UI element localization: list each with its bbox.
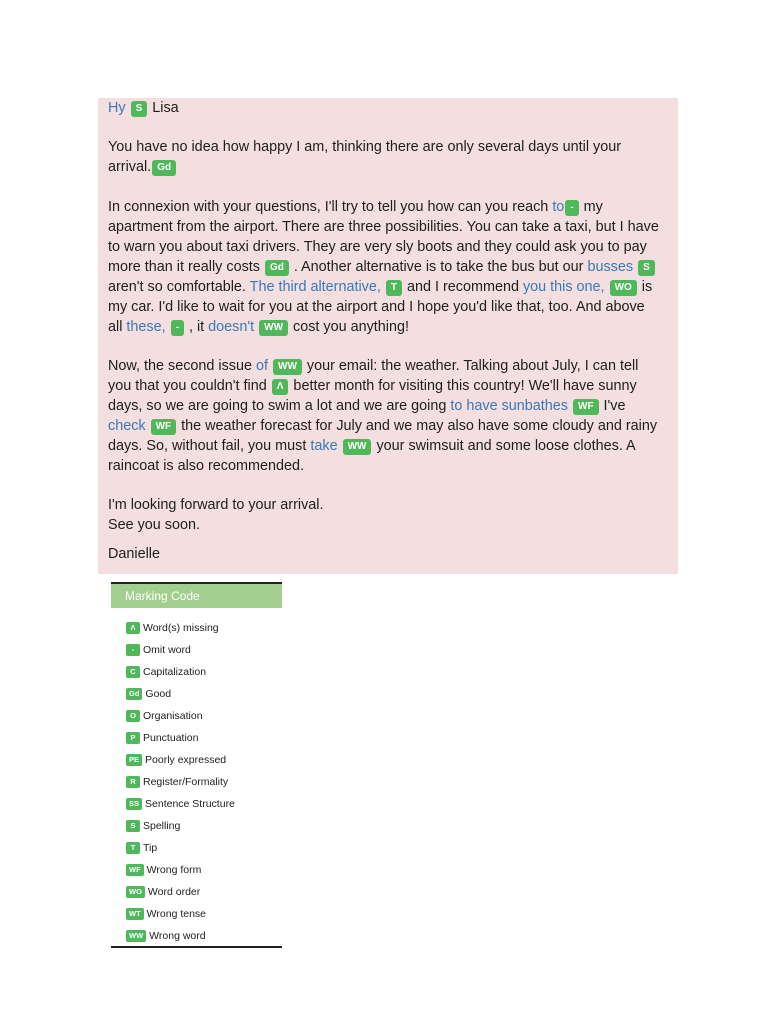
text: your swimsuit and some loose clothes. A <box>372 438 636 454</box>
code-label: Poorly expressed <box>145 754 227 766</box>
code-label: Word(s) missing <box>143 622 219 634</box>
code-badge: S <box>126 820 140 832</box>
paragraph-3-line <box>108 456 304 476</box>
text: You have no idea how happy I am, thinking there are only several days until your <box>108 139 622 155</box>
code-label: Word order <box>147 886 201 898</box>
code-badge: O <box>126 710 140 722</box>
highlighted-text: busses <box>587 259 634 275</box>
highlighted-text: The third alternative, <box>249 279 381 295</box>
text: more than it really costs <box>108 259 264 275</box>
marking-code-item <box>126 929 206 943</box>
code-badge: WF <box>126 864 144 876</box>
text: you that you couldn't find <box>108 378 271 394</box>
recipient-name: Lisa <box>152 100 179 116</box>
key-bottom-rule <box>111 946 282 948</box>
correction-tag: S <box>638 260 655 276</box>
marking-code-item <box>126 687 171 701</box>
marking-code-key <box>111 582 282 942</box>
highlighted-text: these, <box>126 319 166 335</box>
text: my <box>579 199 603 215</box>
text: days, so we are going to swim a lot and we are going <box>108 398 451 414</box>
highlighted-text: take <box>310 438 338 454</box>
code-badge: - <box>126 644 140 656</box>
correction-tag: WF <box>151 419 177 435</box>
paragraph-3-line <box>108 376 637 396</box>
highlighted-text: to have sunbathes <box>450 398 568 414</box>
marking-code-item <box>126 907 206 921</box>
text: your email: the weather. Talking about July, I can tell <box>302 358 639 374</box>
marking-code-item <box>126 621 219 635</box>
text: raincoat is also recommended. <box>108 458 304 474</box>
paragraph-3-line <box>108 396 626 416</box>
closing-line <box>108 495 324 515</box>
code-badge: SS <box>126 798 142 810</box>
greeting-line <box>108 98 179 118</box>
text: , it <box>184 319 209 335</box>
highlighted-text: of <box>256 358 269 374</box>
code-label: Good <box>145 688 172 700</box>
text: my car. I'd like to wait for you at the airport and I hope you'd like that, too. And above <box>108 299 645 315</box>
paragraph-1-line <box>108 157 177 177</box>
marking-code-title: Marking Code <box>111 584 282 608</box>
text: . Another alternative is to take the bus but our <box>289 259 588 275</box>
correction-tag: - <box>171 320 184 336</box>
marking-code-item <box>126 643 191 657</box>
code-label: Wrong form <box>146 864 202 876</box>
greeting-word: Hy <box>108 100 126 116</box>
paragraph-3-line <box>108 436 636 456</box>
correction-tag: Gd <box>152 160 176 176</box>
text: is <box>637 279 653 295</box>
marking-code-item <box>126 841 157 855</box>
paragraph-3-line <box>108 356 638 376</box>
correction-tag: Gd <box>265 260 289 276</box>
code-badge: Gd <box>126 688 142 700</box>
text: the weather forecast for July and we may also have some cloudy and rainy <box>177 418 658 434</box>
code-label: Sentence Structure <box>145 798 235 810</box>
code-badge: P <box>126 732 140 744</box>
code-badge: Λ <box>126 622 140 634</box>
text: aren't so comfortable. <box>108 279 250 295</box>
code-badge: C <box>126 666 140 678</box>
text: to warn you about taxi drivers. They are very sly boots and they could ask you to pay <box>108 239 647 255</box>
code-badge: T <box>126 842 140 854</box>
text: Danielle <box>108 546 160 562</box>
correction-tag: S <box>131 101 148 117</box>
correction-tag: WO <box>610 280 637 296</box>
correction-tag: WW <box>273 359 302 375</box>
marking-code-item <box>126 863 201 877</box>
code-label: Spelling <box>143 820 181 832</box>
code-label: Register/Formality <box>143 776 229 788</box>
code-badge: WT <box>126 908 144 920</box>
signature <box>108 544 160 564</box>
highlighted-text: to <box>552 199 565 215</box>
marking-code-item <box>126 775 228 789</box>
code-badge: WW <box>126 930 146 942</box>
code-label: Wrong tense <box>146 908 207 920</box>
text: I've <box>599 398 626 414</box>
paragraph-2-line <box>108 317 409 337</box>
correction-tag: T <box>386 280 402 296</box>
correction-tag: Λ <box>272 379 289 395</box>
highlighted-text: check <box>108 418 146 434</box>
paragraph-2-line <box>108 197 603 217</box>
marking-code-item <box>126 753 226 767</box>
paragraph-2-line <box>108 277 652 297</box>
code-label: Capitalization <box>143 666 207 678</box>
paragraph-2-line <box>108 217 659 237</box>
paragraph-1-line <box>108 137 621 157</box>
highlighted-text: doesn't <box>208 319 255 335</box>
correction-tag: WF <box>573 399 599 415</box>
paragraph-2-line <box>108 297 645 317</box>
correction-tag: WW <box>343 439 372 455</box>
text: and I recommend <box>402 279 523 295</box>
text: days. So, without fail, you must <box>108 438 311 454</box>
code-badge: WO <box>126 886 145 898</box>
text: better month for visiting this country! We'll have sunny <box>289 378 637 394</box>
paragraph-3-line <box>108 416 657 436</box>
code-label: Wrong word <box>149 930 206 942</box>
marking-code-item <box>126 731 198 745</box>
text: arrival. <box>108 159 152 175</box>
paragraph-2-line <box>108 257 656 277</box>
code-label: Organisation <box>143 710 203 722</box>
text: cost you anything! <box>289 319 410 335</box>
highlighted-text: you this one, <box>522 279 605 295</box>
text: apartment from the airport. There are three possibilities. You can take a taxi, but I have <box>108 219 659 235</box>
closing-line <box>108 515 200 535</box>
text: all <box>108 319 127 335</box>
correction-tag: - <box>565 200 578 216</box>
paragraph-2-line <box>108 237 647 257</box>
marking-code-item <box>126 819 180 833</box>
correction-tag: WW <box>259 320 288 336</box>
text: In connexion with your questions, I'll try to tell you how can you reach <box>108 199 553 215</box>
code-label: Punctuation <box>143 732 199 744</box>
marking-code-item <box>126 797 235 811</box>
text: See you soon. <box>108 517 201 533</box>
code-label: Tip <box>143 842 158 854</box>
code-label: Omit word <box>143 644 191 656</box>
code-badge: R <box>126 776 140 788</box>
text: Now, the second issue <box>108 358 256 374</box>
marking-code-item <box>126 665 206 679</box>
text: I'm looking forward to your arrival. <box>108 497 324 513</box>
marking-code-item <box>126 709 203 723</box>
letter-body <box>98 98 678 574</box>
marking-code-item <box>126 885 200 899</box>
code-badge: PE <box>126 754 142 766</box>
